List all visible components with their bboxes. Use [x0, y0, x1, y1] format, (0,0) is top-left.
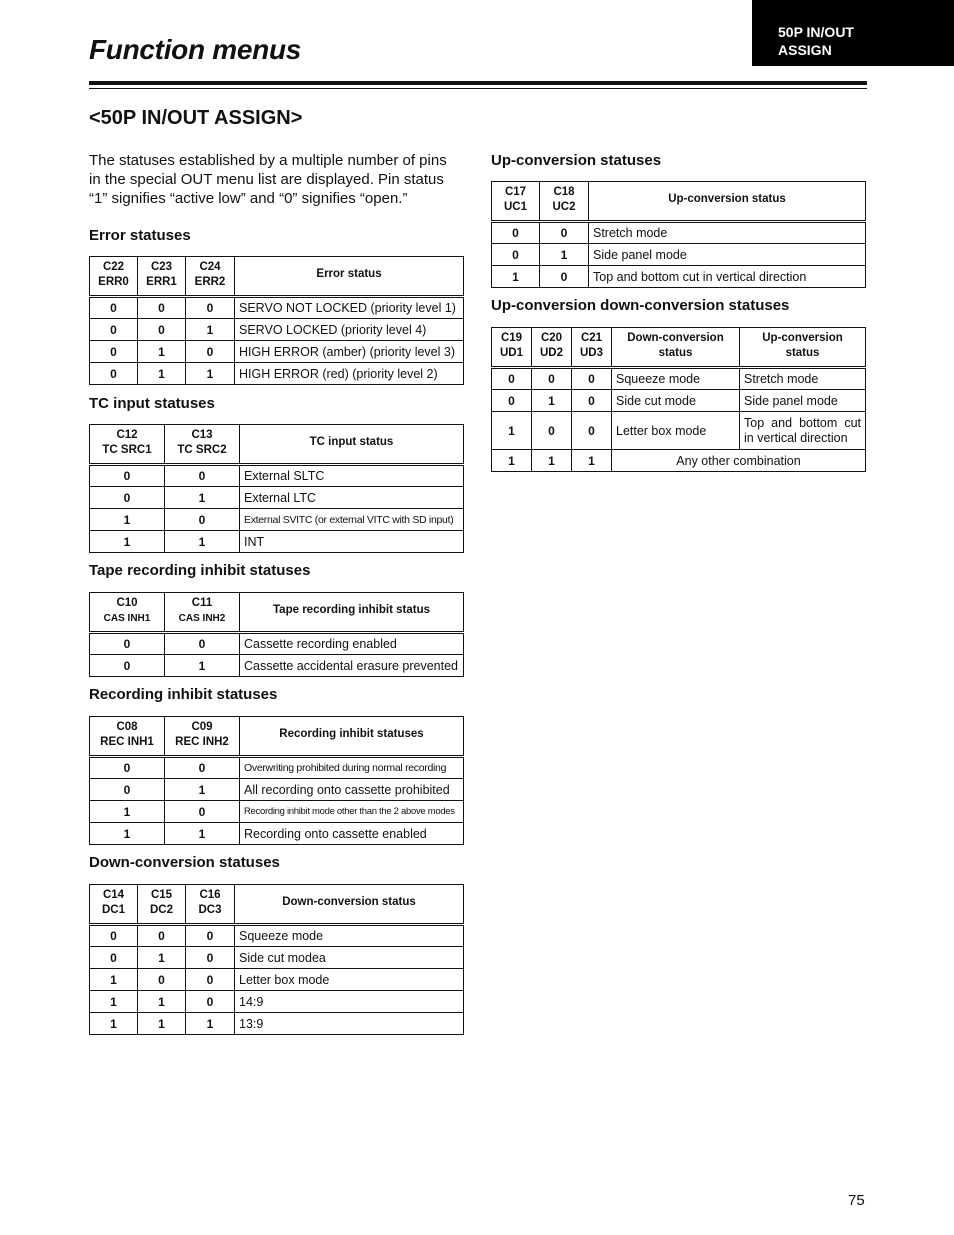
- table-cell: 0: [492, 244, 540, 266]
- table-row: [90, 757, 464, 779]
- col-header: Tape recording inhibit status: [240, 593, 464, 633]
- col-header: Up-conversion status: [589, 182, 866, 222]
- table-cell: 0: [572, 368, 612, 390]
- col-header: C19 UD1: [492, 328, 532, 368]
- table-cell: 0: [90, 633, 165, 655]
- table-cell: 1: [186, 1013, 235, 1035]
- table-cell: Stretch mode: [740, 368, 866, 390]
- intro-line: “1” signifies “active low” and “0” signifies “open.”: [89, 190, 408, 207]
- table-cell: 14:9: [235, 991, 464, 1013]
- recording-inhibit-table: [89, 716, 464, 845]
- col-header: C13 TC SRC2: [165, 425, 240, 465]
- table-cell: 0: [90, 947, 138, 969]
- table-cell: 1: [138, 947, 186, 969]
- table-row: [492, 412, 866, 450]
- table-cell: Letter box mode: [235, 969, 464, 991]
- table-cell: Letter box mode: [612, 412, 740, 450]
- table-cell: 0: [532, 412, 572, 450]
- table-cell: 1: [532, 450, 572, 472]
- col-header: TC input status: [240, 425, 464, 465]
- table-cell: 1: [165, 779, 240, 801]
- table-row: [492, 450, 866, 472]
- table-cell: INT: [240, 531, 464, 553]
- table-cell: 0: [165, 465, 240, 487]
- table-cell: Cassette accidental erasure prevented: [240, 655, 464, 677]
- table-row: [90, 801, 464, 823]
- table-cell: 1: [492, 450, 532, 472]
- table-row: [90, 969, 464, 991]
- table-row: [90, 947, 464, 969]
- tape-inhibit-table: [89, 592, 464, 677]
- table-cell: Side cut modea: [235, 947, 464, 969]
- tc-input-heading: TC input statuses: [89, 395, 215, 412]
- table-cell: 1: [186, 319, 235, 341]
- header-rule: [89, 81, 867, 85]
- col-header: C22 ERR0: [90, 257, 138, 297]
- table-row: [492, 222, 866, 244]
- section-tab-line2: ASSIGN: [778, 42, 832, 58]
- up-down-conversion-table: [491, 327, 866, 472]
- col-header: C18 UC2: [540, 182, 589, 222]
- table-row: [90, 531, 464, 553]
- table-cell: 0: [165, 633, 240, 655]
- down-conversion-heading: Down-conversion statuses: [89, 854, 280, 871]
- table-cell: 0: [186, 925, 235, 947]
- table-cell: 0: [90, 487, 165, 509]
- col-header: Down-conversion status: [612, 328, 740, 368]
- table-cell: 0: [572, 412, 612, 450]
- table-cell: 0: [492, 390, 532, 412]
- table-cell: All recording onto cassette prohibited: [240, 779, 464, 801]
- table-cell: 0: [138, 969, 186, 991]
- table-cell: Top and bottom cut in vertical direction: [740, 412, 866, 450]
- table-row: [90, 823, 464, 845]
- col-header: Error status: [235, 257, 464, 297]
- up-conversion-heading: Up-conversion statuses: [491, 152, 662, 169]
- col-header: Up-conversion status: [740, 328, 866, 368]
- table-cell: 0: [540, 222, 589, 244]
- table-cell: 0: [165, 509, 240, 531]
- table-row: [492, 368, 866, 390]
- table-cell: 0: [572, 390, 612, 412]
- table-row: [90, 487, 464, 509]
- table-cell: 0: [90, 465, 165, 487]
- table-cell: HIGH ERROR (red) (priority level 2): [235, 363, 464, 385]
- table-cell: 0: [165, 757, 240, 779]
- table-cell: 1: [165, 655, 240, 677]
- table-row: [492, 390, 866, 412]
- tc-input-table: [89, 424, 464, 553]
- table-cell: Stretch mode: [589, 222, 866, 244]
- table-cell: Top and bottom cut in vertical direction: [589, 266, 866, 288]
- col-header: C23 ERR1: [138, 257, 186, 297]
- section-tab: [752, 0, 954, 66]
- table-row: [90, 655, 464, 677]
- table-row: [90, 633, 464, 655]
- table-cell: 1: [572, 450, 612, 472]
- page-title: Function menus: [89, 34, 302, 65]
- table-cell: 1: [540, 244, 589, 266]
- table-cell: Cassette recording enabled: [240, 633, 464, 655]
- col-header: C08 REC INH1: [90, 717, 165, 757]
- table-cell: 0: [492, 368, 532, 390]
- table-cell: 0: [90, 341, 138, 363]
- table-row: [492, 244, 866, 266]
- table-cell: Side cut mode: [612, 390, 740, 412]
- table-cell: Side panel mode: [740, 390, 866, 412]
- table-cell: External SLTC: [240, 465, 464, 487]
- tape-inhibit-heading: Tape recording inhibit statuses: [89, 562, 311, 579]
- table-cell: 1: [138, 991, 186, 1013]
- table-cell: 0: [90, 297, 138, 319]
- table-cell: 0: [186, 297, 235, 319]
- down-conversion-table: [89, 884, 464, 1035]
- error-statuses-heading: Error statuses: [89, 227, 191, 244]
- table-cell: 1: [492, 412, 532, 450]
- table-cell: Any other combination: [612, 450, 866, 472]
- col-header: C15 DC2: [138, 885, 186, 925]
- col-header: C14 DC1: [90, 885, 138, 925]
- up-conversion-table: [491, 181, 866, 288]
- table-cell: 0: [90, 363, 138, 385]
- table-row: [90, 341, 464, 363]
- col-header: C20 UD2: [532, 328, 572, 368]
- recording-inhibit-heading: Recording inhibit statuses: [89, 686, 278, 703]
- table-cell: Overwriting prohibited during normal recording: [240, 757, 464, 779]
- table-row: [90, 363, 464, 385]
- table-cell: 0: [492, 222, 540, 244]
- col-header: C16 DC3: [186, 885, 235, 925]
- table-cell: 1: [90, 509, 165, 531]
- table-cell: 0: [138, 925, 186, 947]
- table-row: [90, 779, 464, 801]
- table-cell: 0: [186, 969, 235, 991]
- table-cell: HIGH ERROR (amber) (priority level 3): [235, 341, 464, 363]
- table-cell: 0: [186, 991, 235, 1013]
- page-number: 75: [848, 1192, 865, 1209]
- error-status-table: [89, 256, 464, 385]
- table-cell: 1: [90, 969, 138, 991]
- table-row: [90, 509, 464, 531]
- up-down-conversion-heading: Up-conversion down-conversion statuses: [491, 297, 790, 314]
- table-cell: 0: [90, 779, 165, 801]
- col-header: C11 CAS INH2: [165, 593, 240, 633]
- table-cell: 0: [540, 266, 589, 288]
- table-row: [90, 1013, 464, 1035]
- table-cell: 0: [90, 925, 138, 947]
- table-cell: 1: [165, 531, 240, 553]
- col-header: C09 REC INH2: [165, 717, 240, 757]
- table-cell: 1: [532, 390, 572, 412]
- table-cell: 1: [90, 531, 165, 553]
- table-cell: Side panel mode: [589, 244, 866, 266]
- table-cell: Squeeze mode: [235, 925, 464, 947]
- section-title: <50P IN/OUT ASSIGN>: [89, 107, 303, 129]
- table-cell: External LTC: [240, 487, 464, 509]
- intro-paragraph: [89, 151, 469, 208]
- col-header: Down-conversion status: [235, 885, 464, 925]
- table-cell: 0: [532, 368, 572, 390]
- section-tab-line1: 50P IN/OUT: [778, 24, 854, 40]
- table-cell: SERVO NOT LOCKED (priority level 1): [235, 297, 464, 319]
- table-cell: 0: [138, 319, 186, 341]
- table-cell: 0: [90, 655, 165, 677]
- header-rule-thin: [89, 88, 867, 89]
- intro-line: The statuses established by a multiple number of pins: [89, 152, 447, 169]
- table-cell: 1: [90, 991, 138, 1013]
- table-cell: 0: [186, 947, 235, 969]
- table-cell: 1: [165, 823, 240, 845]
- table-cell: 1: [90, 801, 165, 823]
- table-cell: 1: [492, 266, 540, 288]
- table-row: [90, 297, 464, 319]
- table-cell: 1: [138, 1013, 186, 1035]
- col-header: Recording inhibit statuses: [240, 717, 464, 757]
- table-cell: Squeeze mode: [612, 368, 740, 390]
- table-cell: 1: [90, 1013, 138, 1035]
- col-header: C17 UC1: [492, 182, 540, 222]
- table-row: [90, 465, 464, 487]
- table-cell: SERVO LOCKED (priority level 4): [235, 319, 464, 341]
- table-cell: 13:9: [235, 1013, 464, 1035]
- table-row: [90, 319, 464, 341]
- col-header: C10 CAS INH1: [90, 593, 165, 633]
- table-cell: 1: [165, 487, 240, 509]
- table-cell: 0: [186, 341, 235, 363]
- table-cell: 0: [165, 801, 240, 823]
- col-header: C21 UD3: [572, 328, 612, 368]
- table-cell: 1: [186, 363, 235, 385]
- table-cell: 0: [90, 757, 165, 779]
- table-row: [90, 925, 464, 947]
- table-cell: 0: [90, 319, 138, 341]
- table-cell: 1: [138, 341, 186, 363]
- table-cell: Recording onto cassette enabled: [240, 823, 464, 845]
- table-row: [492, 266, 866, 288]
- table-cell: Recording inhibit mode other than the 2 above modes: [240, 801, 464, 823]
- col-header: C12 TC SRC1: [90, 425, 165, 465]
- table-row: [90, 991, 464, 1013]
- table-cell: 1: [138, 363, 186, 385]
- table-cell: 0: [138, 297, 186, 319]
- col-header: C24 ERR2: [186, 257, 235, 297]
- table-cell: 1: [90, 823, 165, 845]
- intro-line: in the special OUT menu list are displayed. Pin status: [89, 171, 444, 188]
- table-cell: External SVITC (or external VITC with SD input): [240, 509, 464, 531]
